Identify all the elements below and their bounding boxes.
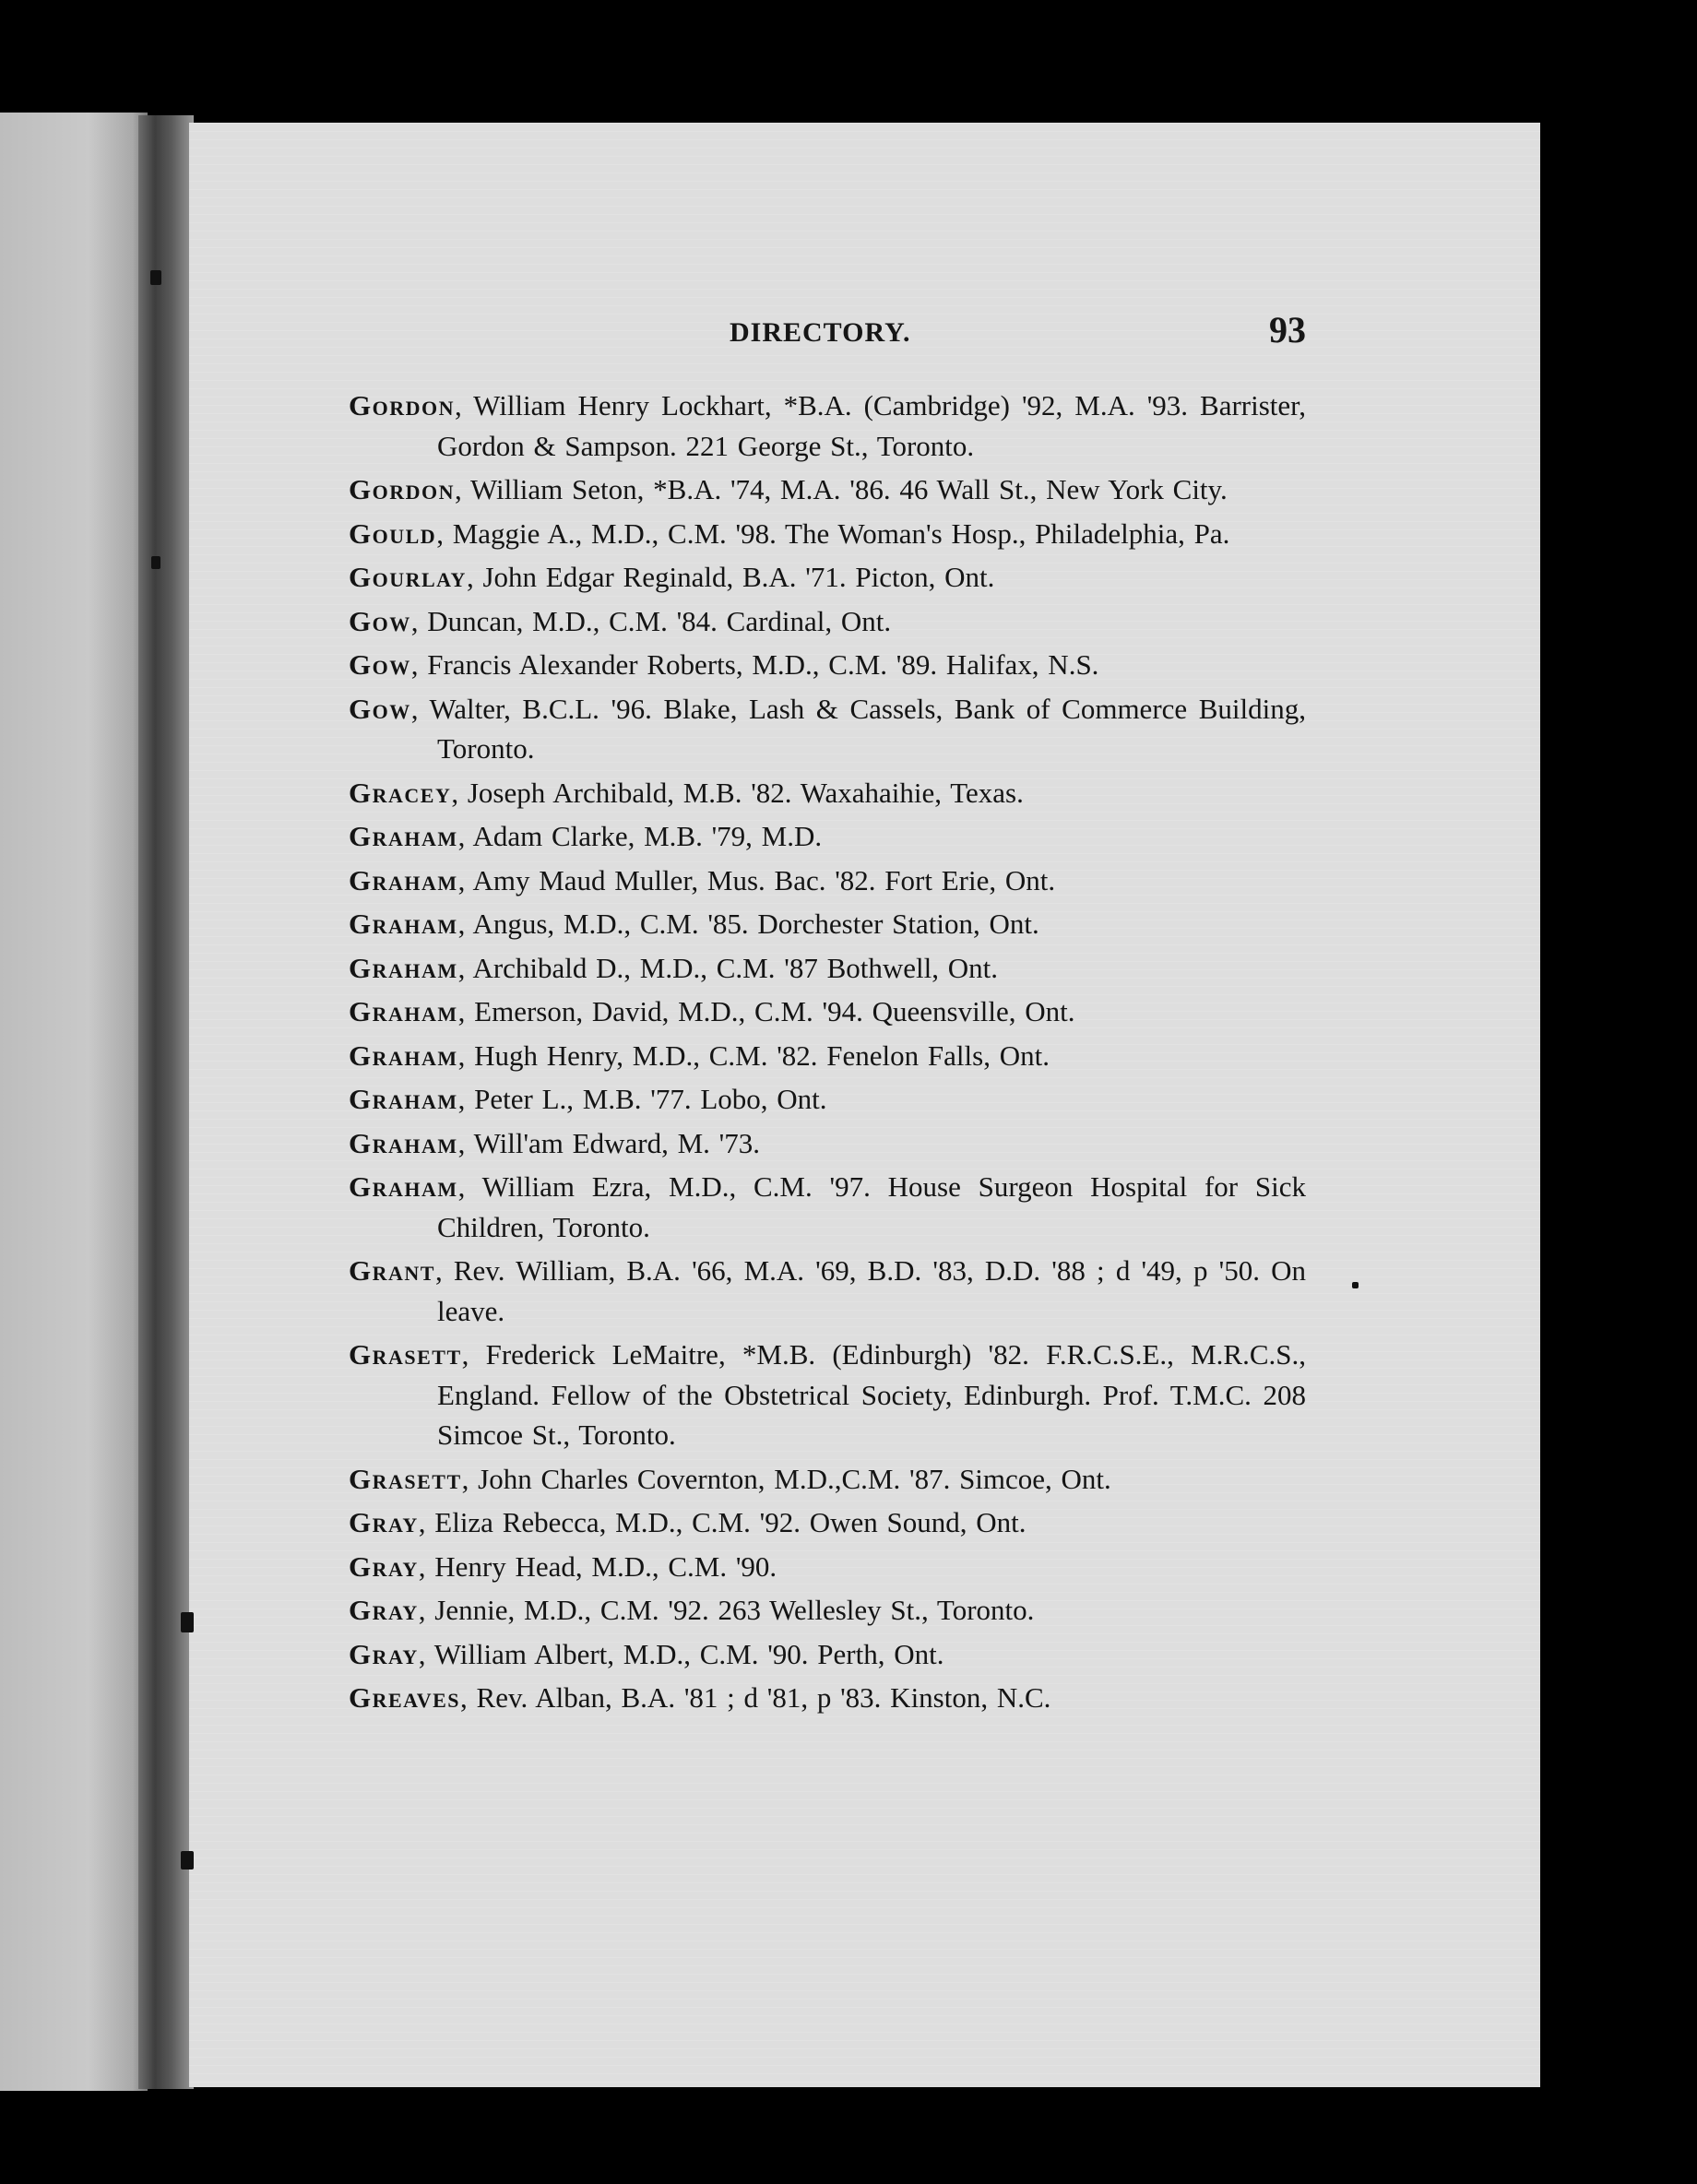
- entry-details: , Rev. Alban, B.A. '81 ; d '81, p '83. Kinston, N.C.: [460, 1681, 1051, 1714]
- directory-entries: [349, 386, 1306, 1722]
- entry-surname: Gordon: [349, 473, 456, 505]
- entry-details: , Hugh Henry, M.D., C.M. '82. Fenelon Falls, Ont.: [457, 1039, 1050, 1072]
- directory-entry: [349, 1590, 1306, 1631]
- directory-entry: [349, 991, 1306, 1032]
- entry-details: , Maggie A., M.D., C.M. '98. The Woman's Hosp., Philadelphia, Pa.: [436, 516, 1230, 550]
- entry-surname: Gould: [349, 516, 437, 550]
- entry-details: , William Albert, M.D., C.M. '90. Perth, Ont.: [418, 1637, 944, 1670]
- entry-details: , Jennie, M.D., C.M. '92. 263 Wellesley St., Toronto.: [418, 1594, 1035, 1626]
- entry-surname: Grasett: [349, 1462, 462, 1495]
- entry-surname: Gray: [349, 1637, 419, 1670]
- entry-details: , Adam Clarke, M.B. '79, M.D.: [457, 820, 823, 852]
- entry-details: , Archibald D., M.D., C.M. '87 Bothwell, Ont.: [457, 951, 998, 984]
- entry-details: , John Charles Covernton, M.D.,C.M. '87. Simcoe, Ont.: [461, 1462, 1111, 1495]
- entry-details: , Francis Alexander Roberts, M.D., C.M. '89. Halifax, N.S.: [410, 648, 1099, 681]
- entry-details: , Duncan, M.D., C.M. '84. Cardinal, Ont.: [410, 604, 892, 637]
- entry-surname: Graham: [349, 908, 458, 940]
- entry-surname: Gordon: [349, 389, 456, 421]
- running-head: DIRECTORY.: [730, 317, 911, 348]
- entry-details: , Henry Head, M.D., C.M. '90.: [418, 1549, 777, 1583]
- entry-surname: Graham: [349, 1170, 458, 1203]
- entry-details: , Will'am Edward, M. '73.: [457, 1126, 760, 1159]
- entry-details: , William Seton, *B.A. '74, M.A. '86. 46 Wall St., New York City.: [455, 473, 1228, 505]
- binding-mark: [151, 556, 160, 569]
- directory-entry: [349, 816, 1306, 857]
- entry-surname: Grasett: [349, 1338, 462, 1371]
- directory-entry: [349, 1335, 1306, 1455]
- page-header: [349, 309, 1306, 360]
- entry-surname: Graham: [349, 1083, 458, 1115]
- entry-surname: Gow: [349, 648, 411, 681]
- entry-surname: Graham: [349, 995, 458, 1027]
- page-number: 93: [1269, 309, 1306, 350]
- entry-details: , Peter L., M.B. '77. Lobo, Ont.: [457, 1083, 827, 1115]
- directory-entry: [349, 773, 1306, 813]
- binding-mark: [181, 1612, 194, 1632]
- directory-entry: [349, 1634, 1306, 1675]
- entry-surname: Gow: [349, 604, 411, 637]
- entry-surname: Gracey: [349, 776, 452, 809]
- stray-mark: [1352, 1282, 1359, 1288]
- entry-surname: Gow: [349, 692, 411, 725]
- entry-surname: Gray: [349, 1549, 419, 1583]
- directory-entry: [349, 645, 1306, 685]
- directory-entry: [349, 948, 1306, 989]
- directory-entry: [349, 557, 1306, 598]
- directory-entry: [349, 1167, 1306, 1247]
- entry-surname: Graham: [349, 820, 458, 852]
- directory-entry: [349, 1123, 1306, 1164]
- entry-details: , William Ezra, M.D., C.M. '97. House Surgeon Hospital for Sick Children, Toronto.: [437, 1170, 1306, 1243]
- entry-surname: Gray: [349, 1594, 419, 1626]
- directory-entry: [349, 601, 1306, 642]
- directory-entry: [349, 1036, 1306, 1076]
- entry-details: , Walter, B.C.L. '96. Blake, Lash & Cassels, Bank of Commerce Building, Toronto.: [410, 692, 1306, 765]
- directory-entry: [349, 1251, 1306, 1331]
- directory-entry: [349, 861, 1306, 901]
- entry-details: , Joseph Archibald, M.B. '82. Waxahaihie, Texas.: [451, 776, 1024, 809]
- directory-entry: [349, 514, 1306, 554]
- entry-details: , Eliza Rebecca, M.D., C.M. '92. Owen Sound, Ont.: [418, 1506, 1027, 1538]
- binding-mark: [181, 1851, 194, 1869]
- entry-surname: Grant: [349, 1254, 435, 1287]
- binding-mark: [150, 270, 161, 285]
- entry-details: , Rev. William, B.A. '66, M.A. '69, B.D. '83, D.D. '88 ; d '49, p '50. On leave.: [434, 1254, 1306, 1327]
- directory-entry: [349, 1502, 1306, 1543]
- entry-details: , Amy Maud Muller, Mus. Bac. '82. Fort Erie, Ont.: [457, 863, 1056, 896]
- directory-entry: [349, 904, 1306, 944]
- entry-details: , Emerson, David, M.D., C.M. '94. Queensville, Ont.: [457, 995, 1075, 1027]
- entry-surname: Graham: [349, 951, 458, 984]
- entry-surname: Gourlay: [349, 561, 467, 593]
- book-gutter: [138, 115, 194, 2089]
- entry-surname: Gray: [349, 1506, 419, 1538]
- entry-details: , Frederick LeMaitre, *M.B. (Edinburgh) '82. F.R.C.S.E., M.R.C.S., England. Fellow of the Obstetrical Society, Edinburgh. Prof. T.M.C. 208 Simcoe St., Toronto.: [437, 1338, 1306, 1451]
- directory-entry: [349, 1459, 1306, 1500]
- entry-surname: Greaves: [349, 1681, 461, 1714]
- directory-entry: [349, 1547, 1306, 1587]
- directory-entry: [349, 689, 1306, 769]
- directory-entry: [349, 469, 1306, 510]
- entry-details: , Angus, M.D., C.M. '85. Dorchester Station, Ont.: [457, 908, 1039, 940]
- directory-entry: [349, 1079, 1306, 1120]
- entry-details: , William Henry Lockhart, *B.A. (Cambridge) '92, M.A. '93. Barrister, Gordon & Sampson. 221 George St., Toronto.: [437, 389, 1306, 462]
- directory-entry: [349, 1678, 1306, 1718]
- entry-surname: Graham: [349, 1126, 458, 1159]
- directory-entry: [349, 386, 1306, 466]
- entry-details: , John Edgar Reginald, B.A. '71. Picton, Ont.: [466, 561, 995, 593]
- entry-surname: Graham: [349, 863, 458, 896]
- entry-surname: Graham: [349, 1039, 458, 1072]
- facing-page-edge: [0, 113, 148, 2091]
